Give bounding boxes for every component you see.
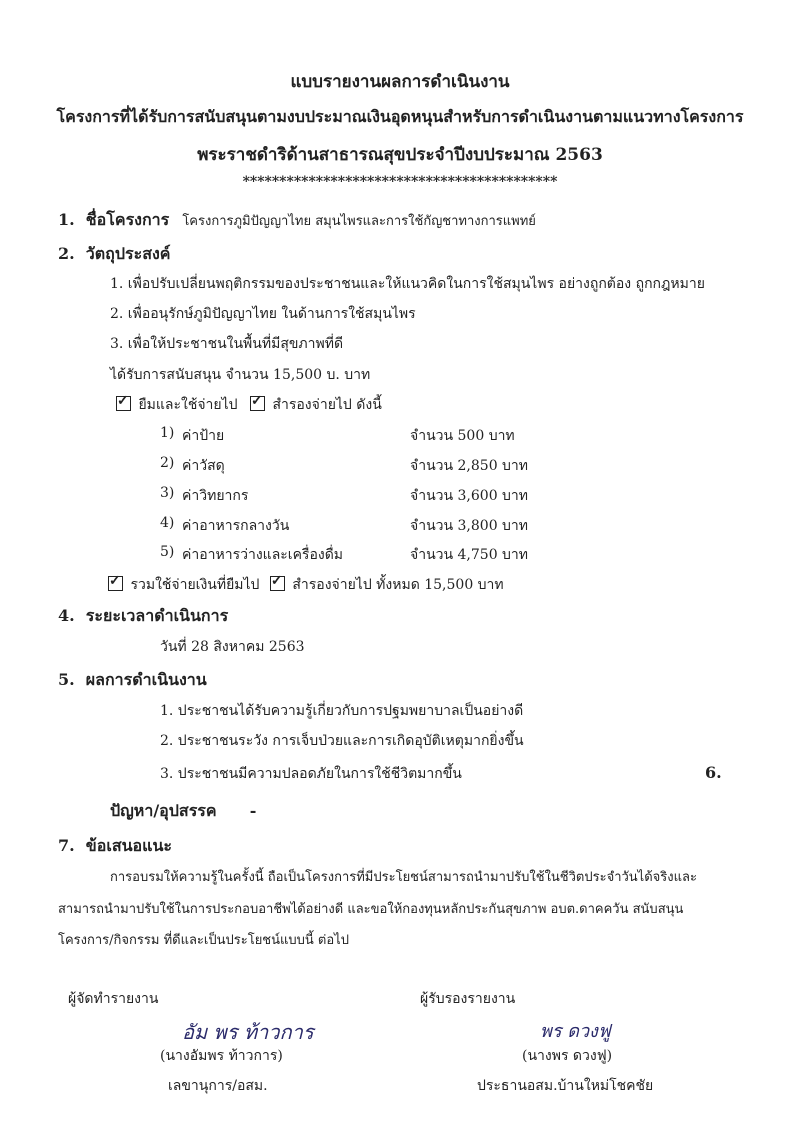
section-5-label: ผลการดำเนินงาน: [85, 670, 207, 689]
result-item: 3. ประชาชนมีความปลอดภัยในการใช้ชีวิตมากขึ้น: [160, 766, 462, 782]
section-5-number: 5.: [58, 670, 75, 689]
checkbox-checked-icon: [116, 396, 131, 411]
section-2-label: วัตถุประสงค์: [85, 244, 171, 263]
expense-name: ค่าอาหารว่างและเครื่องดื่ม: [182, 547, 344, 563]
suggestion-line: การอบรมให้ความรู้ในครั้งนี้ ถือเป็นโครงการที่มีประโยชน์สามารถนำมาปรับใช้ในชีวิตประจำวันได้จริงและ: [110, 870, 697, 885]
expense-name: ค่าวิทยากร: [182, 488, 249, 504]
suggestion-line: โครงการ/กิจกรรม ที่ดีและเป็นประโยชน์แบบนี้ ต่อไป: [58, 933, 349, 948]
expense-no: 4): [160, 515, 175, 531]
expense-no: 3): [160, 485, 175, 501]
section-6-heading: [110, 799, 256, 824]
advance-label: สำรองจ่ายไป ดังนี้: [272, 397, 382, 413]
section-2-number: 2.: [58, 244, 75, 263]
expense-amount: จำนวน 2,850 บาท: [410, 458, 529, 474]
reporter-role: ผู้จัดทำรายงาน: [68, 991, 159, 1007]
title-line-3: พระราชดำริด้านสาธารณสุขประจำปีงบประมาณ 2563: [197, 145, 603, 165]
total-advance-label: สำรองจ่ายไป ทั้งหมด 15,500 บาท: [292, 577, 504, 593]
certifier-signature: พร ดวงฟู: [540, 1021, 611, 1042]
funding-amount: ได้รับการสนับสนุน จำนวน 15,500 บ. บาท: [110, 367, 371, 383]
certifier-role: ผู้รับรองรายงาน: [420, 991, 516, 1007]
total-borrow-label: รวมใช้จ่ายเงินที่ยืมไป: [130, 577, 260, 593]
expense-name: ค่าอาหารกลางวัน: [182, 518, 290, 534]
checkbox-checked-icon: [250, 396, 265, 411]
section-1: [58, 208, 536, 233]
objective-item: 3. เพื่อให้ประชาชนในพื้นที่มีสุขภาพที่ดี: [110, 336, 344, 352]
title-line-1: แบบรายงานผลการดำเนินงาน: [290, 72, 510, 92]
expense-name: ค่าวัสดุ: [182, 458, 225, 474]
section-7-label: ข้อเสนอแนะ: [85, 836, 172, 855]
reporter-title: เลขานุการ/อสม.: [168, 1078, 268, 1094]
expense-amount: จำนวน 500 บาท: [410, 428, 515, 444]
expense-no: 5): [160, 544, 175, 560]
objective-item: 1. เพื่อปรับเปลี่ยนพฤติกรรมของประชาชนและให้แนวคิดในการใช้สมุนไพร อย่างถูกต้อง ถูกกฎหมาย: [110, 276, 705, 292]
certifier-title: ประธานอสม.บ้านใหม่โชคชัย: [477, 1078, 654, 1094]
expense-amount: จำนวน 4,750 บาท: [410, 547, 529, 563]
section-5-heading: [58, 668, 207, 693]
certifier-name: (นางพร ดวงฟู): [522, 1048, 613, 1064]
suggestion-line: สามารถนำมาปรับใช้ในการประกอบอาชีพได้อย่างดี และขอให้กองทุนหลักประกันสุขภาพ อบต.ดาคควัน สนับสนุน: [58, 902, 684, 917]
expense-amount: จำนวน 3,800 บาท: [410, 518, 529, 534]
result-item: 2. ประชาชนระวัง การเจ็บป่วยและการเกิดอุบัติเหตุมากยิ่งขึ้น: [160, 733, 524, 749]
section-6-number: 6.: [705, 763, 722, 782]
star-divider: *******************************************: [242, 174, 558, 190]
expense-no: 1): [160, 425, 175, 441]
reporter-name: (นางอัมพร ท้าวการ): [160, 1048, 283, 1064]
section-4-label: ระยะเวลาดำเนินการ: [85, 606, 229, 625]
operation-date: วันที่ 28 สิงหาคม 2563: [160, 639, 305, 655]
checkbox-checked-icon: [270, 576, 285, 591]
problems-label: ปัญหา/อุปสรรค: [110, 801, 217, 820]
expense-amount: จำนวน 3,600 บาท: [410, 488, 529, 504]
payment-method-row: [116, 394, 382, 416]
section-4-heading: [58, 604, 228, 629]
problems-value: -: [249, 801, 257, 820]
section-4-number: 4.: [58, 606, 75, 625]
section-2-heading: [58, 242, 170, 267]
checkbox-checked-icon: [108, 576, 123, 591]
section-7-number: 7.: [58, 836, 75, 855]
expense-no: 2): [160, 455, 175, 471]
reporter-signature: อัม พร ท้าวการ: [182, 1020, 314, 1044]
result-item: 1. ประชาชนได้รับความรู้เกี่ยวกับการปฐมพยาบาลเป็นอย่างดี: [160, 703, 524, 719]
objective-item: 2. เพื่ออนุรักษ์ภูมิปัญญาไทย ในด้านการใช้สมุนไพร: [110, 306, 416, 322]
section-1-label: ชื่อโครงการ: [85, 210, 170, 229]
project-name: โครงการภูมิปัญญาไทย สมุนไพรและการใช้กัญชาทางการแพทย์: [182, 214, 536, 229]
title-line-2: โครงการที่ได้รับการสนับสนุนตามงบประมาณเงินอุดหนุนสำหรับการดำเนินงานตามแนวทางโครงการ: [56, 107, 744, 126]
section-1-number: 1.: [58, 210, 75, 229]
section-7-heading: [58, 834, 172, 859]
borrow-label: ยืมและใช้จ่ายไป: [138, 397, 238, 413]
expense-name: ค่าป้าย: [182, 428, 225, 444]
total-row: [108, 574, 504, 596]
